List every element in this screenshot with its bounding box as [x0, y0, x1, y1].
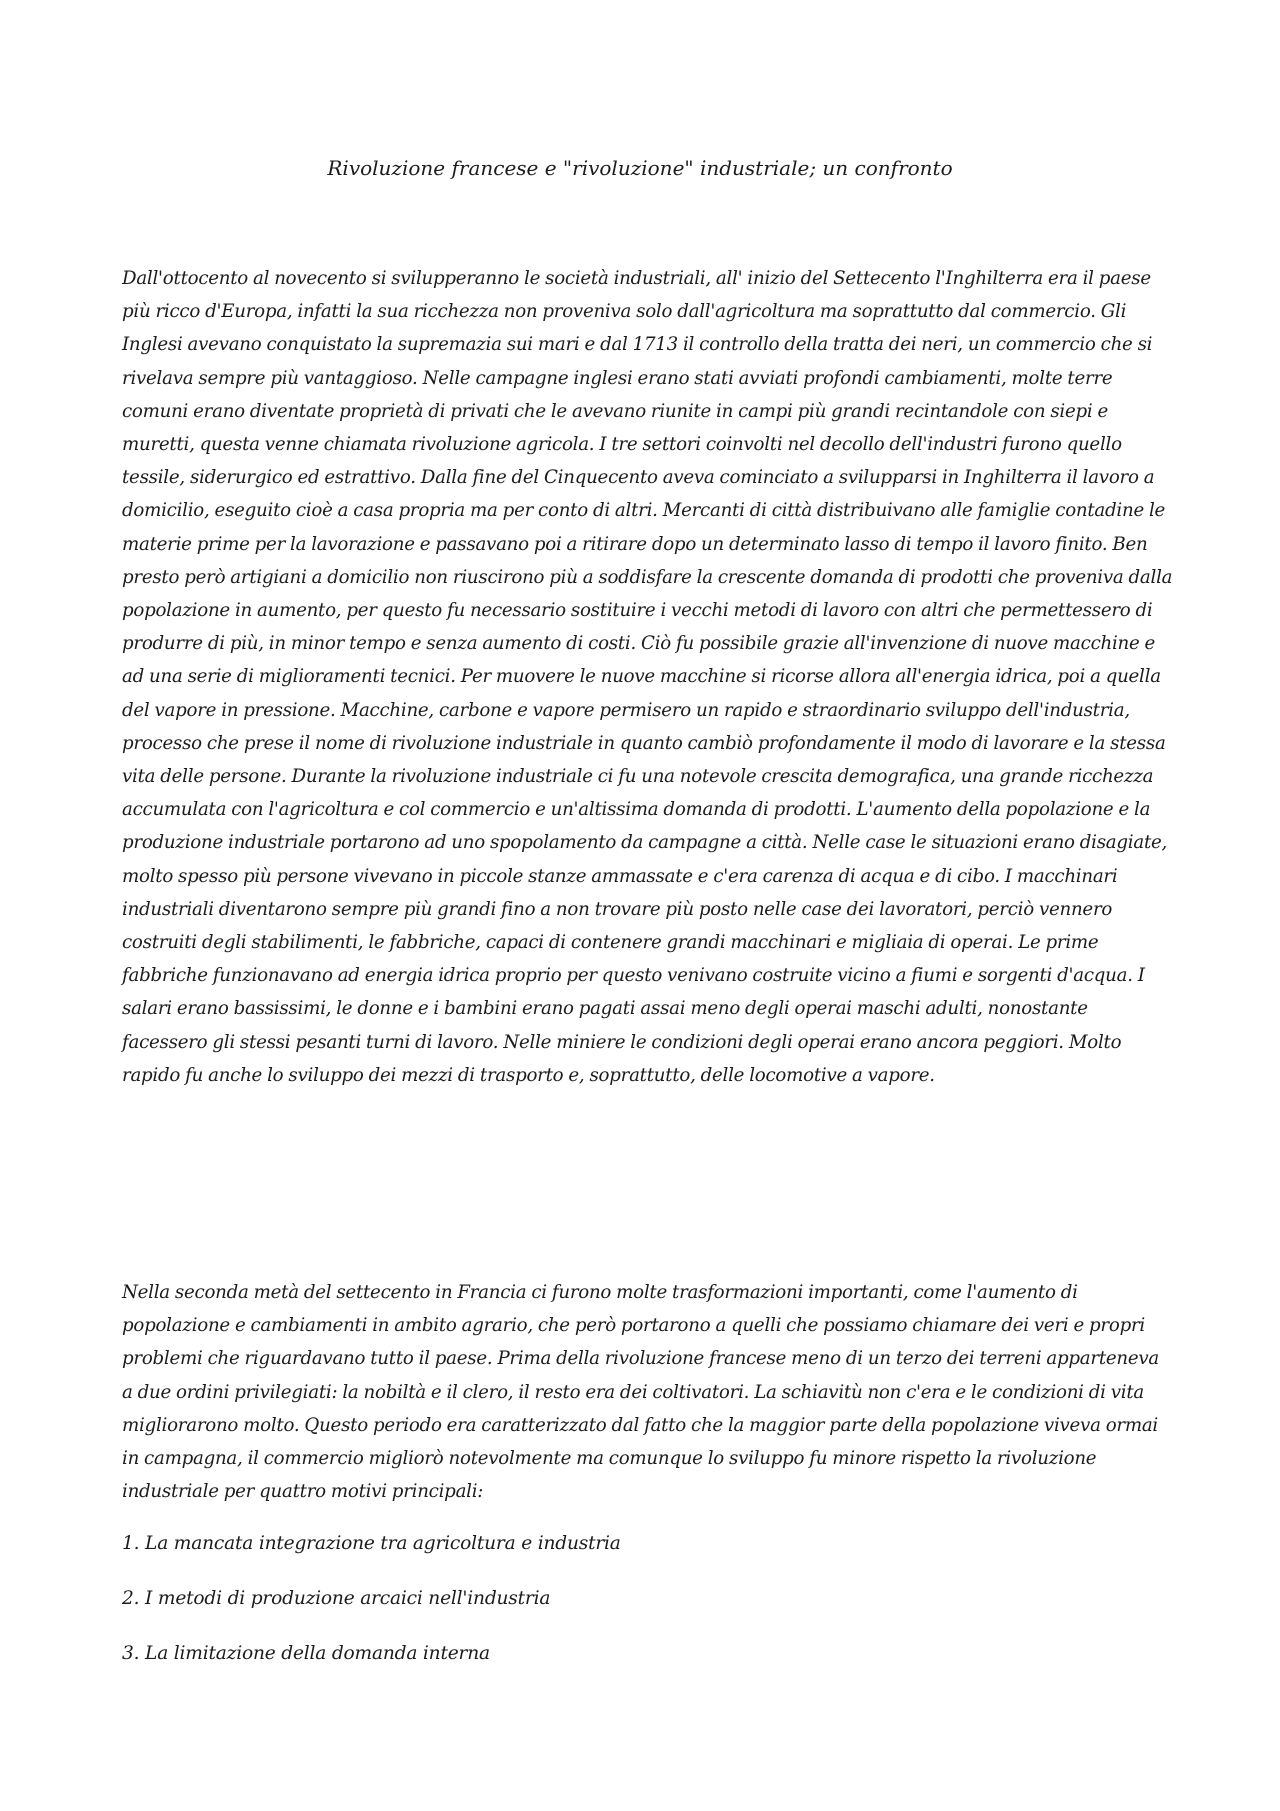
- paragraph-french-revolution: Nella seconda metà del settecento in Francia ci furono molte trasformazioni importanti, come l'aumento di popolazione e cambiamenti in ambito agrario, che però portarono a quelli che possiamo chiamare dei veri e propri problemi che riguardavano tutto il paese. Prima della rivoluzione francese meno di un terzo dei terreni apparteneva a due ordini privilegiati: la nobiltà e il clero, il resto era dei coltivatori. La schiavitù non c'era e le condizioni di vita migliorarono molto. Questo periodo era caratterizzato dal fatto che la maggior parte della popolazione viveva ormai in campagna, il commercio migliorò notevolmente ma comunque lo sviluppo fu minore rispetto la rivoluzione industriale per quattro motivi principali:: [122, 1282, 1160, 1503]
- document-title: Rivoluzione francese e "rivoluzione" industriale; un confronto: [327, 156, 953, 180]
- paragraph-industrial-revolution: Dall'ottocento al novecento si svilupperanno le società industriali, all' inizio del Settecento l'Inghilterra era il paese più ricco d'Europa, infatti la sua ricchezza non proveniva solo dall'agricoltura ma soprattutto dal commercio. Gli Inglesi avevano conquistato la supremazia sui mari e dal 1713 il controllo della tratta dei neri, un commercio che si rivelava sempre più vantaggioso. Nelle campagne inglesi erano stati avviati profondi cambiamenti, molte terre comuni erano diventate proprietà di privati che le avevano riunite in campi più grandi recintandole con siepi e muretti, questa venne chiamata rivoluzione agricola. I tre settori coinvolti nel decollo dell'industri furono quello tessile, siderurgico ed estrattivo. Dalla fine del Cinquecento aveva cominciato a svilupparsi in Inghilterra il lavoro a domicilio, eseguito cioè a casa propria ma per conto di altri. Mercanti di città distribuivano alle famiglie contadine le materie prime per la lavorazione e passavano poi a ritirare dopo un determinato lasso di tempo il lavoro finito. Ben presto però artigiani a domicilio non riuscirono più a soddisfare la crescente domanda di prodotti che proveniva dalla popolazione in aumento, per questo fu necessario sostituire i vecchi metodi di lavoro con altri che permettessero di produrre di più, in minor tempo e senza aumento di costi. Ciò fu possibile grazie all'invenzione di nuove macchine e ad una serie di miglioramenti tecnici. Per muovere le nuove macchine si ricorse allora all'energia idrica, poi a quella del vapore in pressione. Macchine, carbone e vapore permisero un rapido e straordinario sviluppo dell'industria, processo che prese il nome di rivoluzione industriale in quanto cambiò profondamente il modo di lavorare e la stessa vita delle persone. Durante la rivoluzione industriale ci fu una notevole crescita demografica, una grande ricchezza accumulata con l'agricoltura e col commercio e un'altissima domanda di prodotti. L'aumento della popolazione e la produzione industriale portarono ad uno spopolamento da campagne a città. Nelle case le situazioni erano disagiate, molto spesso più persone vivevano in piccole stanze ammassate e c'era carenza di acqua e di cibo. I macchinari industriali diventarono sempre più grandi fino a non trovare più posto nelle case dei lavoratori, perciò vennero costruiti degli stabilimenti, le fabbriche, capaci di contenere grandi macchinari e migliaia di operai. Le prime fabbriche funzionavano ad energia idrica proprio per questo venivano costruite vicino a fiumi e sorgenti d'acqua. I salari erano bassissimi, le donne e i bambini erano pagati assai meno degli operai maschi adulti, nonostante facessero gli stessi pesanti turni di lavoro. Nelle miniere le condizioni degli operai erano ancora peggiori. Molto rapido fu anche lo sviluppo dei mezzi di trasporto e, soprattutto, delle locomotive a vapore.: [122, 268, 1173, 1086]
- list-item: 3. La limitazione della domanda interna: [122, 1643, 490, 1664]
- list-item: 1. La mancata integrazione tra agricoltura e industria: [122, 1533, 621, 1554]
- list-item: 2. I metodi di produzione arcaici nell'industria: [122, 1588, 551, 1609]
